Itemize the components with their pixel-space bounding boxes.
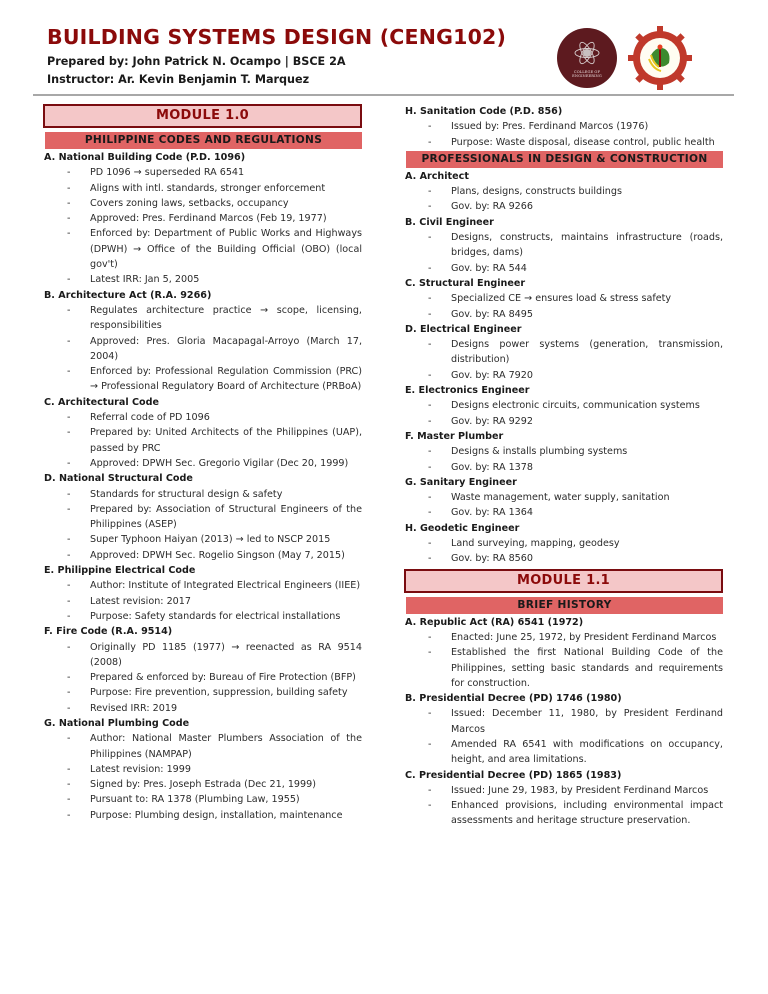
- bullet: - Standards for structural design & safety: [44, 487, 362, 502]
- bullet: - Referral code of PD 1096: [44, 410, 362, 425]
- bullet: - Land surveying, mapping, geodesy: [405, 536, 723, 551]
- bullet: - Approved: Pres. Ferdinand Marcos (Feb 19, 1977): [44, 211, 362, 226]
- professional-item: [405, 429, 723, 475]
- bullet: - Approved: DPWH Sec. Gregorio Vigilar (Dec 20, 1999): [44, 456, 362, 471]
- item-heading: C. Architectural Code: [44, 396, 160, 408]
- bullet: - Enforced by: Department of Public Works and Highways (DPWH) → Office of the Building Official (OBO) (local gov't): [44, 226, 362, 272]
- bullet: - Specialized CE → ensures load & stress safety: [405, 291, 723, 306]
- logo-caption: COLLEGE OF ENGINEERING: [572, 70, 602, 78]
- item-heading: H. Sanitation Code (P.D. 856): [405, 106, 563, 117]
- bullet: - Revised IRR: 2019: [44, 701, 362, 716]
- logos: [557, 28, 693, 88]
- module-title: MODULE 1.0: [43, 104, 362, 128]
- code-item: [44, 624, 362, 716]
- bullet: - Issued: June 29, 1983, by President Ferdinand Marcos: [405, 783, 723, 798]
- bullet: - Gov. by: RA 8560: [405, 551, 723, 566]
- bullet: - Latest revision: 2017: [44, 594, 362, 609]
- bullet: - Covers zoning laws, setbacks, occupancy: [44, 196, 362, 211]
- section-title: PROFESSIONALS IN DESIGN & CONSTRUCTION: [406, 151, 723, 168]
- prepared-by: Prepared by: John Patrick N. Ocampo | BSCE 2A: [47, 55, 346, 68]
- bullet: - Established the first National Building Code of the Philippines, setting basic standards and requirements for construction.: [405, 645, 723, 691]
- item-heading: G. Sanitary Engineer: [405, 476, 517, 488]
- item-heading: H. Geodetic Engineer: [405, 522, 520, 534]
- professional-item: [405, 276, 723, 322]
- bullet: - Gov. by: RA 1378: [405, 460, 723, 475]
- bullet: - Designs & installs plumbing systems: [405, 444, 723, 459]
- bullet: - Signed by: Pres. Joseph Estrada (Dec 21, 1999): [44, 777, 362, 792]
- bullet: - Gov. by: RA 7920: [405, 368, 723, 383]
- item-heading: A. Republic Act (RA) 6541 (1972): [405, 616, 584, 628]
- header-divider: [33, 94, 734, 96]
- item-heading: A. Architect: [405, 170, 469, 182]
- item-heading: B. Presidential Decree (PD) 1746 (1980): [405, 693, 622, 705]
- bullet: - Plans, designs, constructs buildings: [405, 184, 723, 199]
- item-heading: D. Electrical Engineer: [405, 323, 522, 335]
- code-item: [405, 104, 723, 150]
- code-item: [44, 395, 362, 471]
- bullet: - Purpose: Fire prevention, suppression, building safety: [44, 685, 362, 700]
- bullet: - Enforced by: Professional Regulation Commission (PRC) → Professional Regulatory Board of Architecture (PRBoA): [44, 364, 362, 395]
- bullet: - Designs power systems (generation, transmission, distribution): [405, 337, 723, 368]
- history-item: [405, 615, 723, 691]
- item-heading: E. Electronics Engineer: [405, 385, 530, 397]
- bullet: - Regulates architecture practice → scope, licensing, responsibilities: [44, 303, 362, 334]
- history-item: [405, 768, 723, 829]
- bullet: - Pursuant to: RA 1378 (Plumbing Law, 1955): [44, 792, 362, 807]
- document-header: [47, 24, 727, 94]
- bullet: - Latest revision: 1999: [44, 762, 362, 777]
- item-heading: C. Presidential Decree (PD) 1865 (1983): [405, 769, 622, 781]
- right-column: [405, 104, 723, 829]
- university-seal-icon: [627, 25, 693, 91]
- bullet: - Gov. by: RA 8495: [405, 307, 723, 322]
- bullet: - Prepared by: Association of Structural Engineers of the Philippines (ASEP): [44, 502, 362, 533]
- module-title: MODULE 1.1: [404, 569, 723, 593]
- history-item: [405, 691, 723, 767]
- code-item: [44, 716, 362, 823]
- professional-item: [405, 383, 723, 429]
- bullet: - Designs electronic circuits, communication systems: [405, 398, 723, 413]
- bullet: - Issued by: Pres. Ferdinand Marcos (1976): [405, 119, 723, 134]
- item-heading: B. Architecture Act (R.A. 9266): [44, 289, 212, 301]
- item-heading: A. National Building Code (P.D. 1096): [44, 152, 246, 163]
- bullet: - Gov. by: RA 544: [405, 261, 723, 276]
- bullet: - Latest IRR: Jan 5, 2005: [44, 272, 362, 287]
- bullet: - PD 1096 → superseded RA 6541: [44, 165, 362, 180]
- professional-item: [405, 322, 723, 383]
- item-heading: D. National Structural Code: [44, 473, 193, 485]
- bullet: - Gov. by: RA 9292: [405, 414, 723, 429]
- bullet: - Purpose: Plumbing design, installation, maintenance: [44, 808, 362, 823]
- bullet: - Gov. by: RA 9266: [405, 199, 723, 214]
- college-of-engineering-logo-icon: [557, 28, 617, 88]
- bullet: - Designs, constructs, maintains infrastructure (roads, bridges, dams): [405, 230, 723, 261]
- bullet: - Originally PD 1185 (1977) → reenacted as RA 9514 (2008): [44, 640, 362, 671]
- item-heading: C. Structural Engineer: [405, 277, 526, 289]
- item-heading: B. Civil Engineer: [405, 216, 494, 228]
- professional-item: [405, 521, 723, 567]
- code-item: [44, 471, 362, 563]
- bullet: - Super Typhoon Haiyan (2013) → led to NSCP 2015: [44, 532, 362, 547]
- bullet: - Prepared & enforced by: Bureau of Fire Protection (BFP): [44, 670, 362, 685]
- document-title: BUILDING SYSTEMS DESIGN (CENG102): [47, 25, 507, 49]
- bullet: - Author: National Master Plumbers Association of the Philippines (NAMPAP): [44, 731, 362, 762]
- bullet: - Waste management, water supply, sanitation: [405, 490, 723, 505]
- bullet: - Prepared by: United Architects of the Philippines (UAP), passed by PRC: [44, 425, 362, 456]
- section-title: PHILIPPINE CODES AND REGULATIONS: [45, 132, 362, 149]
- bullet: - Issued: December 11, 1980, by President Ferdinand Marcos: [405, 706, 723, 737]
- code-item: [44, 563, 362, 624]
- bullet: - Approved: Pres. Gloria Macapagal-Arroyo (March 17, 2004): [44, 334, 362, 365]
- professional-item: [405, 475, 723, 521]
- professional-item: [405, 215, 723, 276]
- instructor: Instructor: Ar. Kevin Benjamin T. Marquez: [47, 73, 310, 86]
- item-heading: G. National Plumbing Code: [44, 717, 190, 729]
- bullet: - Approved: DPWH Sec. Rogelio Singson (May 7, 2015): [44, 548, 362, 563]
- code-item: [44, 288, 362, 395]
- left-column: [44, 104, 362, 823]
- section-title: BRIEF HISTORY: [406, 597, 723, 614]
- code-item: [44, 150, 362, 288]
- bullet: - Author: Institute of Integrated Electrical Engineers (IIEE): [44, 578, 362, 593]
- item-heading: E. Philippine Electrical Code: [44, 565, 196, 577]
- item-heading: F. Fire Code (R.A. 9514): [44, 626, 173, 638]
- bullet: - Amended RA 6541 with modifications on occupancy, height, and area limitations.: [405, 737, 723, 768]
- bullet: - Purpose: Safety standards for electrical installations: [44, 609, 362, 624]
- item-heading: F. Master Plumber: [405, 430, 504, 442]
- bullet: - Enhanced provisions, including environmental impact assessments and heritage structure preservation.: [405, 798, 723, 829]
- bullet: - Aligns with intl. standards, stronger enforcement: [44, 181, 362, 196]
- bullet: - Purpose: Waste disposal, disease control, public health: [405, 135, 723, 150]
- professional-item: [405, 169, 723, 215]
- atom-icon: [574, 40, 600, 66]
- bullet: - Enacted: June 25, 1972, by President Ferdinand Marcos: [405, 630, 723, 645]
- bullet: - Gov. by: RA 1364: [405, 505, 723, 520]
